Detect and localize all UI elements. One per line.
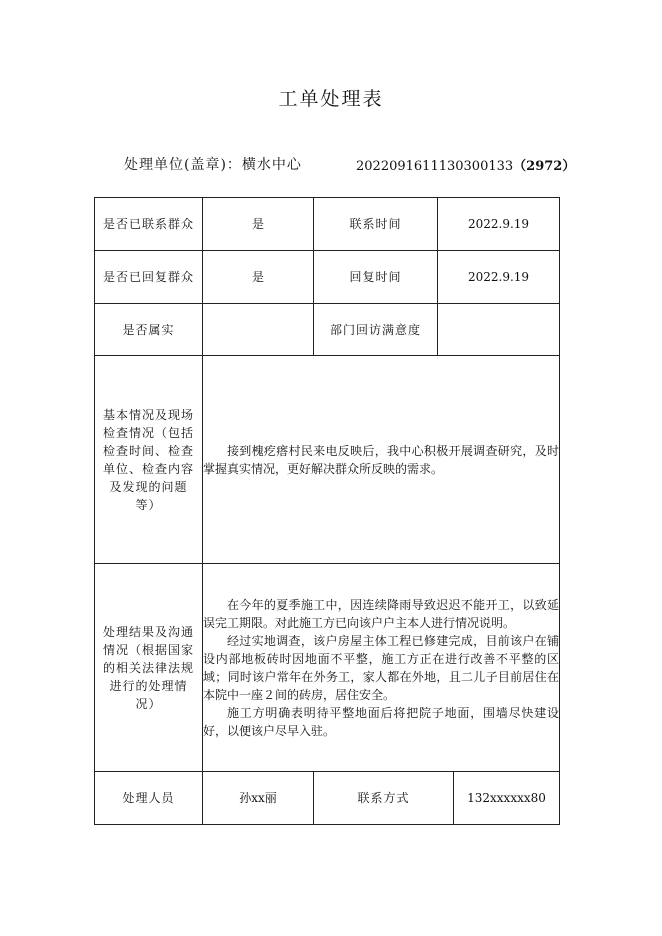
table-row	[95, 251, 560, 304]
contacted-label: 是否已联系群众	[95, 198, 203, 251]
contact-method-value: 132xxxxxx80	[454, 772, 560, 825]
table-row	[95, 304, 560, 356]
basic-situation-content	[203, 356, 560, 564]
replied-label: 是否已回复群众	[95, 251, 203, 304]
result-paragraph: 经过实地调查，该户房屋主体工程已修建完成，目前该户在铺设内部地板砖时因地面不平整，施工方正在进行改善不平整的区域；同时该户常年在外务工，家人都在外地，且二儿子目前居住在本院中一座２间的砖房，居住安全。	[203, 633, 560, 702]
document-title: 工单处理表	[278, 88, 384, 110]
result-paragraph: 施工方明确表明待平整地面后将把院子地面，围墙尽快建设好，以便该户尽早入驻。	[203, 705, 560, 738]
ticket-number-main: 2022091611130300133	[356, 159, 514, 174]
ticket-number	[356, 155, 575, 174]
basic-situation-text: 接到槐疙瘩村民来电反映后，我中心积极开展调查研究，及时掌握真实情况，更好解决群众所反映的需求。	[203, 443, 560, 476]
table-row	[95, 356, 560, 564]
reply-time-label: 回复时间	[314, 251, 438, 304]
basic-situation-label: 基本情况及现场检查情况（包括检查时间、检查单位、检查内容及发现的问题等）	[95, 356, 203, 564]
handler-value: 孙xx丽	[203, 772, 314, 825]
satisfaction-label: 部门回访满意度	[314, 304, 438, 356]
processing-unit: 处理单位(盖章)：横水中心	[124, 157, 302, 173]
contact-time-label: 联系时间	[314, 198, 438, 251]
table-row	[95, 564, 560, 772]
work-order-table	[94, 197, 560, 825]
satisfaction-value	[438, 304, 560, 356]
contact-time-value: 2022.9.19	[438, 198, 560, 251]
contact-method-label: 联系方式	[314, 772, 454, 825]
handler-label: 处理人员	[95, 772, 203, 825]
replied-value: 是	[203, 251, 314, 304]
table-row	[95, 772, 560, 825]
verified-label: 是否属实	[95, 304, 203, 356]
reply-time-value: 2022.9.19	[438, 251, 560, 304]
result-label: 处理结果及沟通情况（根据国家的相关法律法规进行的处理情况）	[95, 564, 203, 772]
contacted-value: 是	[203, 198, 314, 251]
result-content	[203, 564, 560, 772]
verified-value	[203, 304, 314, 356]
table-row	[95, 198, 560, 251]
ticket-number-suffix: （2972）	[513, 159, 576, 174]
result-paragraph: 在今年的夏季施工中，因连续降雨导致迟迟不能开工，以致延误完工期限。对此施工方已向该户户主本人进行情况说明。	[203, 597, 560, 630]
